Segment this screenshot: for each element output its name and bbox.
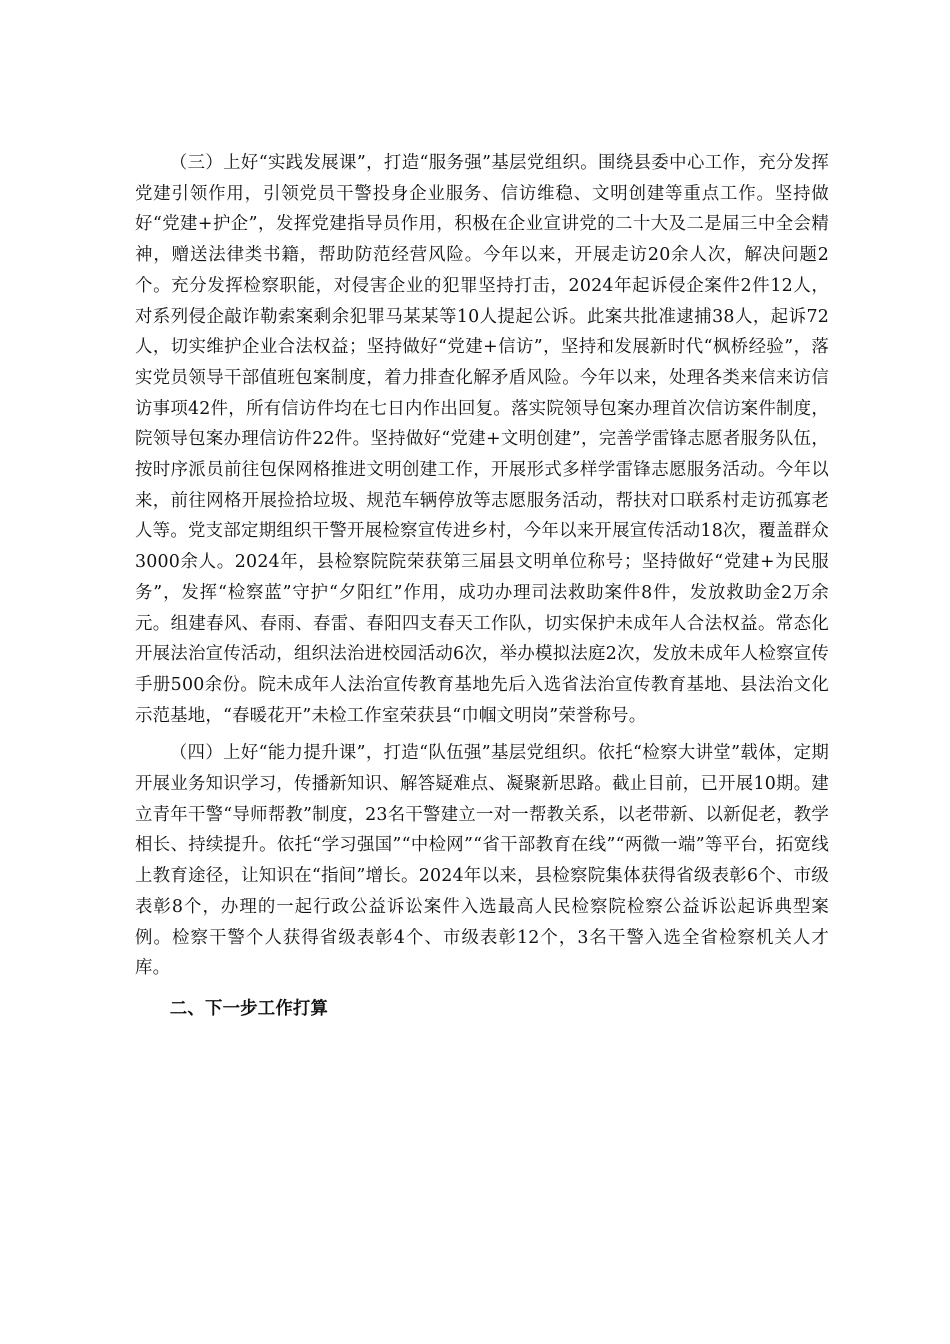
section-heading-next-steps: 二、下一步工作打算	[169, 998, 329, 1019]
document-page	[135, 148, 829, 1025]
paragraph-capability-improvement: （四）上好“能力提升课”，打造“队伍强”基层党组织。依托“检察大讲堂”载体，定期开展业务知识学习，传播新知识、解答疑难点、凝聚新思路。截止目前，已开展10期。建立青年干警“导师帮教”制度，23名干警建立一对一帮教关系，以老带新、以新促老，教学相长、持续提升。依托“学习强国”“中检网”“省干部教育在线”“两微一端”等平台，拓宽线上教育途径，让知识在“指间”增长。2024年以来，县检察院集体获得省级表彰6个、市级表彰8个，办理的一起行政公益诉讼案件入选最高人民检察院检察公益诉讼起诉典型案例。检察干警个人获得省级表彰4个、市级表彰12个，3名干警入选全省检察机关人才库。	[135, 743, 829, 979]
paragraph-practice-development: （三）上好“实践发展课”，打造“服务强”基层党组织。围绕县委中心工作，充分发挥党建引领作用，引领党员干警投身企业服务、信访维稳、文明创建等重点工作。坚持做好“党建+护企”，发挥党建指导员作用，积极在企业宣讲党的二十大及二是届三中全会精神，赠送法律类书籍，帮助防范经营风险。今年以来，开展走访20余人次，解决问题2个。充分发挥检察职能，对侵害企业的犯罪坚持打击，2024年起诉侵企案件2件12人，对系列侵企敲诈勒索案剩余犯罪马某某等10人提起公诉。此案共批准逮捕38人，起诉72人，切实维护企业合法权益；坚持做好“党建+信访”，坚持和发展新时代“枫桥经验”，落实党员领导干部值班包案制度，着力排查化解矛盾风险。今年以来，处理各类来信来访信访事项42件，所有信访件均在七日内作出回复。落实院领导包案办理首次信访案件制度，院领导包案办理信访件22件。坚持做好“党建+文明创建”，完善学雷锋志愿者服务队伍，按时序派员前往包保网格推进文明创建工作，开展形式多样学雷锋志愿服务活动。今年以来，前往网格开展捡拾垃圾、规范车辆停放等志愿服务活动，帮扶对口联系村走访孤寡老人等。党支部定期组织干警开展检察宣传进乡村，今年以来开展宣传活动18次，覆盖群众3000余人。2024年，县检察院院荣获第三届县文明单位称号；坚持做好“党建+为民服务”，发挥“检察蓝”守护“夕阳红”作用，成功办理司法救助案件8件，发放救助金2万余元。组建春风、春雨、春雷、春阳四支春天工作队，切实保护未成年人合法权益。常态化开展法治宣传活动，组织法治进校园活动6次，举办模拟法庭2次，发放未成年人检察宣传手册500余份。院未成年人法治宣传教育基地先后入选省法治宣传教育基地、县法治文化示范基地，“春暖花开”未检工作室荣获县“巾帼文明岗”荣誉称号。	[135, 153, 829, 726]
